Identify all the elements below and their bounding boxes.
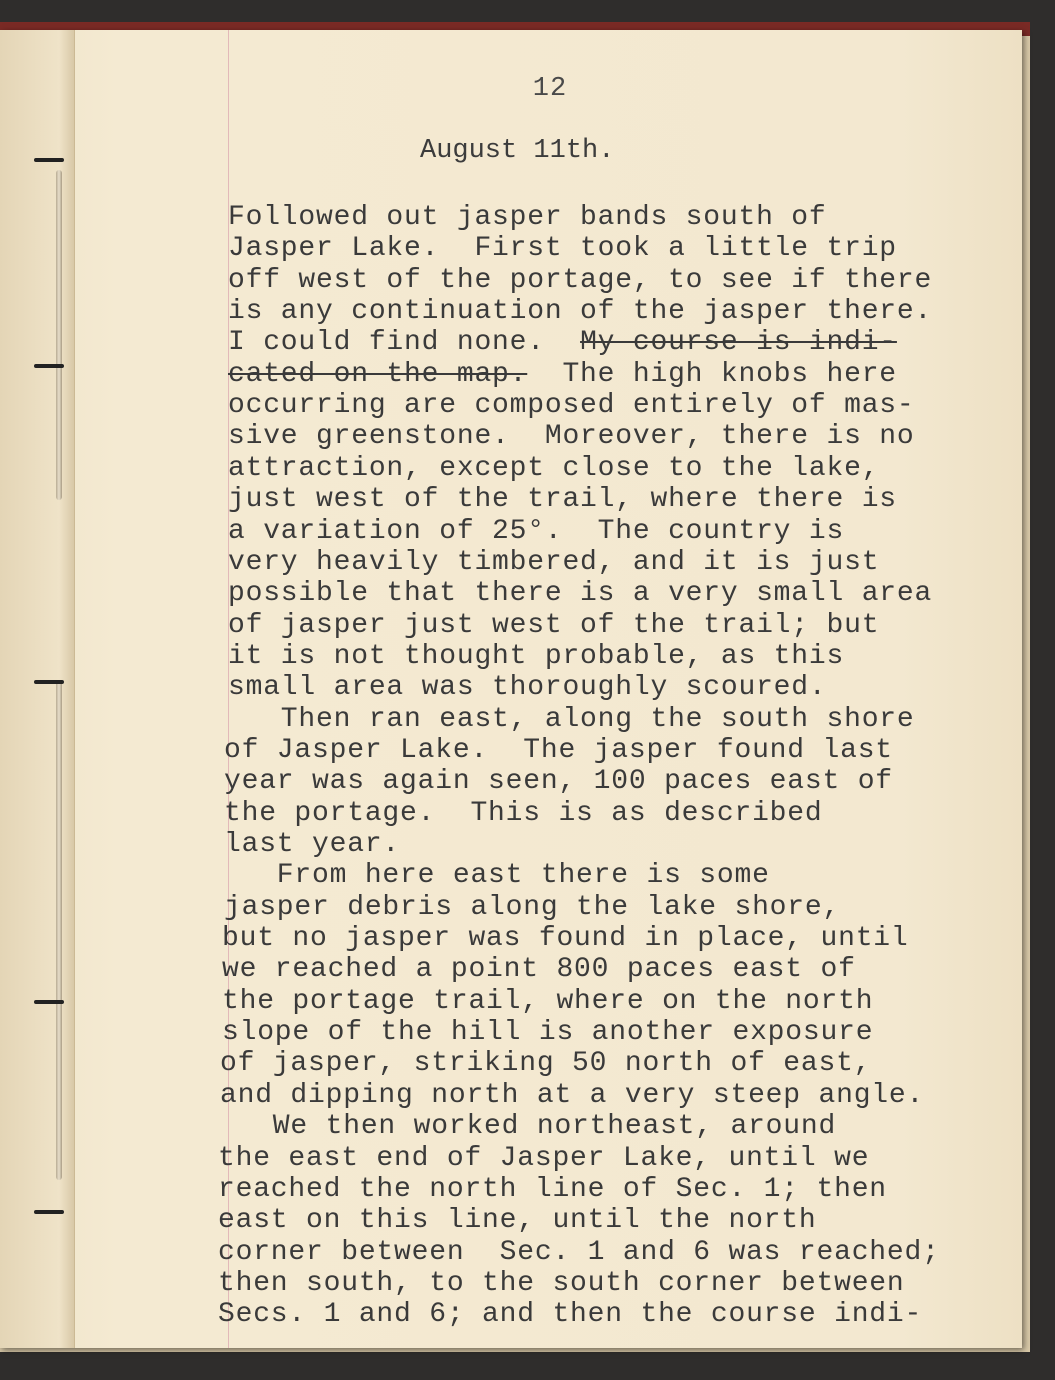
- text-line: [228, 359, 897, 390]
- binding-margin: [0, 30, 75, 1348]
- text-line: [228, 547, 879, 578]
- text-line: [222, 954, 856, 985]
- text-line: [228, 484, 897, 515]
- text-line: [228, 610, 879, 641]
- line-text: possible that there is a very small area: [228, 578, 933, 610]
- text-line: [228, 672, 827, 703]
- text-line: [228, 265, 932, 296]
- line-text: Secs. 1 and 6; and then the course indi-: [218, 1299, 923, 1331]
- line-text: The high knobs here: [527, 358, 897, 390]
- line-text: off west of the portage, to see if there: [228, 264, 933, 296]
- text-line: [228, 421, 915, 452]
- line-text: we reached a point 800 paces east of: [222, 954, 856, 986]
- text-line: [228, 296, 932, 327]
- text-line: [224, 892, 840, 923]
- line-text: but no jasper was found in place, until: [222, 923, 909, 955]
- binding-thread: [56, 680, 62, 1180]
- text-line: [218, 1237, 940, 1268]
- text-line: [218, 1268, 905, 1299]
- line-text: corner between Sec. 1 and 6 was reached;: [218, 1236, 940, 1268]
- struck-out-text: My course is indi-: [580, 327, 897, 359]
- line-text: very heavily timbered, and it is just: [228, 546, 880, 578]
- line-text: I could find none.: [228, 327, 581, 359]
- binding-ring: [34, 680, 64, 684]
- text-line: [224, 798, 823, 829]
- text-line: [228, 704, 915, 735]
- text-line: [224, 735, 893, 766]
- text-line: [222, 923, 909, 954]
- struck-out-text: cated on the map.: [228, 358, 528, 390]
- line-text: it is not thought probable, as this: [228, 640, 845, 672]
- line-text: small area was thoroughly scoured.: [228, 672, 827, 704]
- line-text: and dipping north at a very steep angle.: [220, 1079, 925, 1111]
- text-line: [222, 1017, 873, 1048]
- binding-ring: [34, 1210, 64, 1214]
- line-text: of jasper, striking 50 north of east,: [220, 1048, 872, 1080]
- text-line: [218, 1205, 817, 1236]
- binding-ring: [34, 1000, 64, 1004]
- line-text: sive greenstone. Moreover, there is no: [228, 421, 915, 453]
- entry-date-heading: August 11th.: [420, 136, 615, 166]
- line-text: Followed out jasper bands south of: [228, 202, 827, 233]
- text-line: [228, 516, 844, 547]
- binding-ring: [34, 364, 64, 368]
- text-line: [228, 233, 897, 264]
- line-text: is any continuation of the jasper there.: [228, 296, 933, 328]
- text-line: [218, 1174, 887, 1205]
- line-text: attraction, except close to the lake,: [228, 452, 880, 484]
- text-line: [218, 1143, 869, 1174]
- text-line: [228, 390, 915, 421]
- text-line: [228, 327, 897, 358]
- line-text: the portage trail, where on the north: [222, 985, 874, 1017]
- line-text: last year.: [224, 829, 401, 860]
- binding-ring: [34, 158, 64, 162]
- text-line: [228, 641, 844, 672]
- line-text: We then worked northeast, around: [220, 1111, 837, 1143]
- text-line: [224, 860, 770, 891]
- text-line: [228, 453, 879, 484]
- line-text: occurring are composed entirely of mas-: [228, 390, 915, 422]
- line-text: of Jasper Lake. The jasper found last: [224, 734, 893, 766]
- page-number: 12: [532, 74, 568, 104]
- text-line: [218, 1299, 922, 1330]
- line-text: east on this line, until the north: [218, 1205, 817, 1237]
- text-line: [224, 766, 893, 797]
- line-text: a variation of 25°. The country is: [228, 515, 845, 547]
- text-line: [228, 578, 932, 609]
- line-text: just west of the trail, where there is: [228, 484, 897, 516]
- line-text: From here east there is some: [224, 860, 770, 892]
- line-text: Jasper Lake. First took a little trip: [228, 233, 897, 265]
- line-text: the east end of Jasper Lake, until we: [218, 1142, 870, 1174]
- text-line: [220, 1111, 836, 1142]
- line-text: slope of the hill is another exposure: [222, 1017, 874, 1049]
- text-line: [220, 1080, 924, 1111]
- text-line: [228, 202, 827, 233]
- binding-thread: [56, 170, 62, 500]
- text-line: [224, 829, 400, 860]
- text-line: [222, 986, 873, 1017]
- line-text: the portage. This is as described: [224, 797, 823, 829]
- line-text: year was again seen, 100 paces east of: [224, 766, 893, 798]
- line-text: reached the north line of Sec. 1; then: [218, 1173, 887, 1205]
- line-text: Then ran east, along the south shore: [228, 703, 915, 735]
- line-text: of jasper just west of the trail; but: [228, 609, 880, 641]
- line-text: jasper debris along the lake shore,: [224, 891, 841, 923]
- line-text: then south, to the south corner between: [218, 1267, 905, 1299]
- text-line: [220, 1048, 871, 1079]
